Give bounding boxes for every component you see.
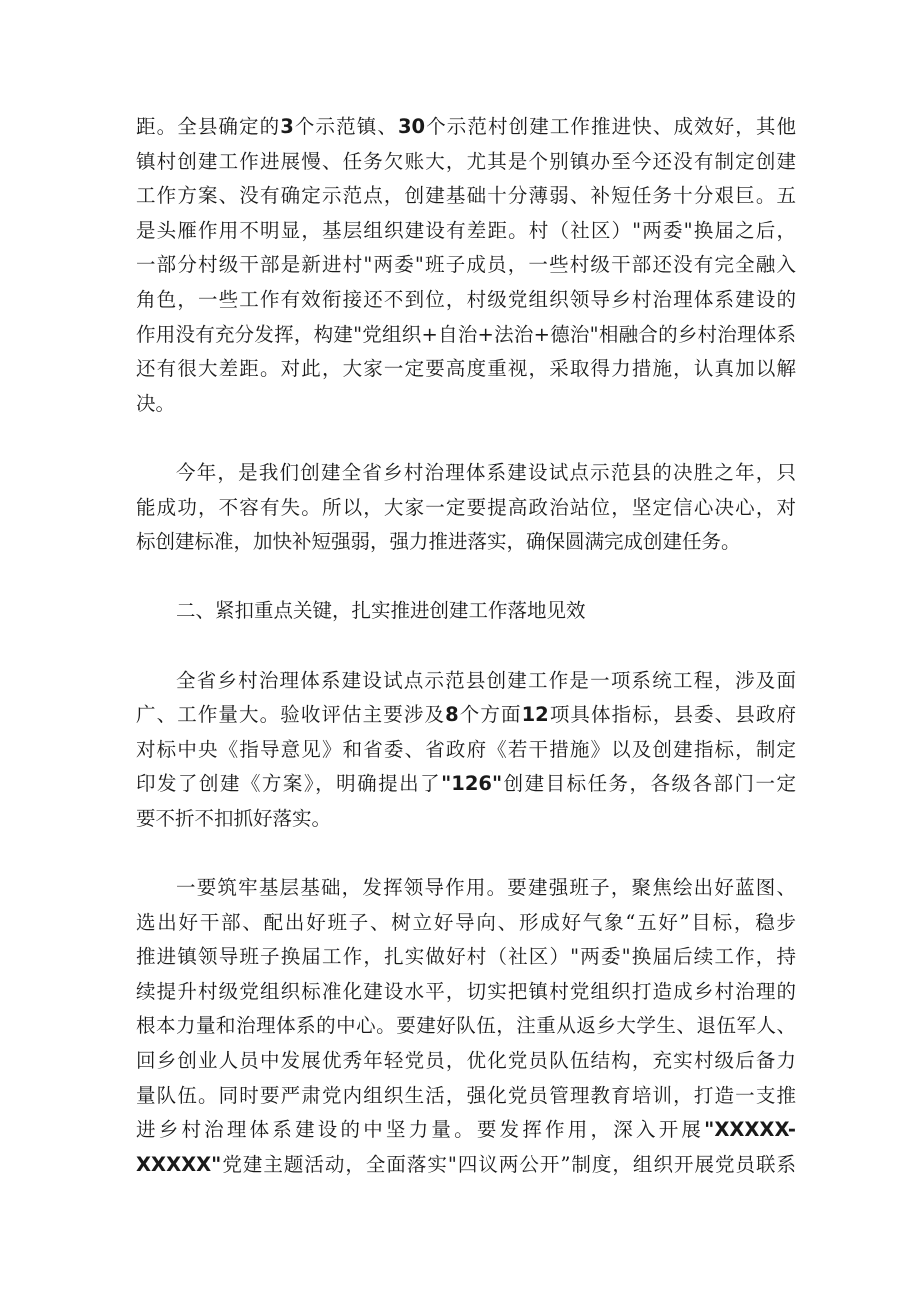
paragraph-spacer xyxy=(136,629,796,664)
text-line: 是头雁作用不明显，基层组织建设有差距。村（社区）"两委"换届之后， xyxy=(136,218,796,242)
text-line: 进乡村治理体系建设的中坚力量。要发挥作用，深入开展"XXXXX- xyxy=(136,1118,796,1142)
text-line: 作用没有充分发挥，构建"党组织+自治+法治+德治"相融合的乡村治理体系 xyxy=(136,322,796,346)
text-line: 要不折不扣抓好落实。 xyxy=(136,806,332,830)
text-line: 还有很大差距。对此，大家一定要高度重视，采取得力措施，认真加以解 xyxy=(136,357,796,381)
text-line: 回乡创业人员中发展优秀年轻党员，优化党员队伍结构，充实村级后备力 xyxy=(136,1049,796,1073)
text-line: 印发了创建《方案》，明确提出了"126"创建目标任务，各级各部门一定 xyxy=(136,772,796,796)
text-line: 一部分村级干部是新进村"两委"班子成员，一些村级干部还没有完全融入 xyxy=(136,253,796,277)
text-line: 全省乡村治理体系建设试点示范县创建工作是一项系统工程，涉及面 xyxy=(176,668,796,692)
text-line: 标创建标准，加快补短强弱，强力推进落实，确保圆满完成创建任务。 xyxy=(136,530,741,554)
text-line: 推进镇领导班子换届工作，扎实做好村（社区）"两委"换届后续工作，持 xyxy=(136,945,796,969)
text-line: 距。全县确定的3个示范镇、30个示范村创建工作推进快、成效好，其他 xyxy=(136,115,796,138)
text-line: 续提升村级党组织标准化建设水平，切实把镇村党组织打造成乡村治理的 xyxy=(136,979,796,1003)
text-line: 量队伍。同时要严肃党内组织生活，强化党员管理教育培训，打造一支推 xyxy=(136,1083,796,1107)
text-line: 根本力量和治理体系的中心。要建好队伍，注重从返乡大学生、退伍军人、 xyxy=(136,1014,796,1038)
text-line: 今年，是我们创建全省乡村治理体系建设试点示范县的决胜之年，只 xyxy=(176,460,796,484)
paragraph-spacer xyxy=(136,421,796,456)
document-body xyxy=(136,110,796,1182)
paragraph-decisive-year xyxy=(136,456,796,560)
text-line: XXXXX"党建主题活动，全面落实"四议两公开”制度，组织开展党员联系 xyxy=(136,1152,796,1176)
text-line: 工作方案、没有确定示范点，创建基础十分薄弱、补短任务十分艰巨。五 xyxy=(136,184,796,208)
text-line: 镇村创建工作进展慢、任务欠账大，尤其是个别镇办至今还没有制定创建 xyxy=(136,149,796,173)
heading-line: 二、紧扣重点关键，扎实推进创建工作落地见效 xyxy=(176,599,586,623)
paragraph-spacer xyxy=(136,836,796,871)
text-line: 能成功，不容有失。所以，大家一定要提高政治站位，坚定信心决心，对 xyxy=(136,495,796,519)
paragraph-system-engineering xyxy=(136,664,796,837)
paragraph-spacer xyxy=(136,560,796,595)
text-line: 广、工作量大。验收评估主要涉及8个方面12项具体指标，县委、县政府 xyxy=(136,703,796,727)
text-line: 角色，一些工作有效衔接还不到位，村级党组织领导乡村治理体系建设的 xyxy=(136,287,796,311)
paragraph-grassroots-foundation xyxy=(136,871,796,1182)
text-line: 对标中央《指导意见》和省委、省政府《若干措施》以及创建指标，制定 xyxy=(136,737,796,761)
paragraph-weak-points xyxy=(136,110,796,421)
text-line: 一要筑牢基层基础，发挥领导作用。要建强班子，聚焦绘出好蓝图、 xyxy=(176,876,796,900)
text-line: 决。 xyxy=(136,391,176,415)
section-heading-2 xyxy=(136,594,796,629)
text-line: 选出好干部、配出好班子、树立好导向、形成好气象“五好”目标，稳步 xyxy=(136,910,796,934)
